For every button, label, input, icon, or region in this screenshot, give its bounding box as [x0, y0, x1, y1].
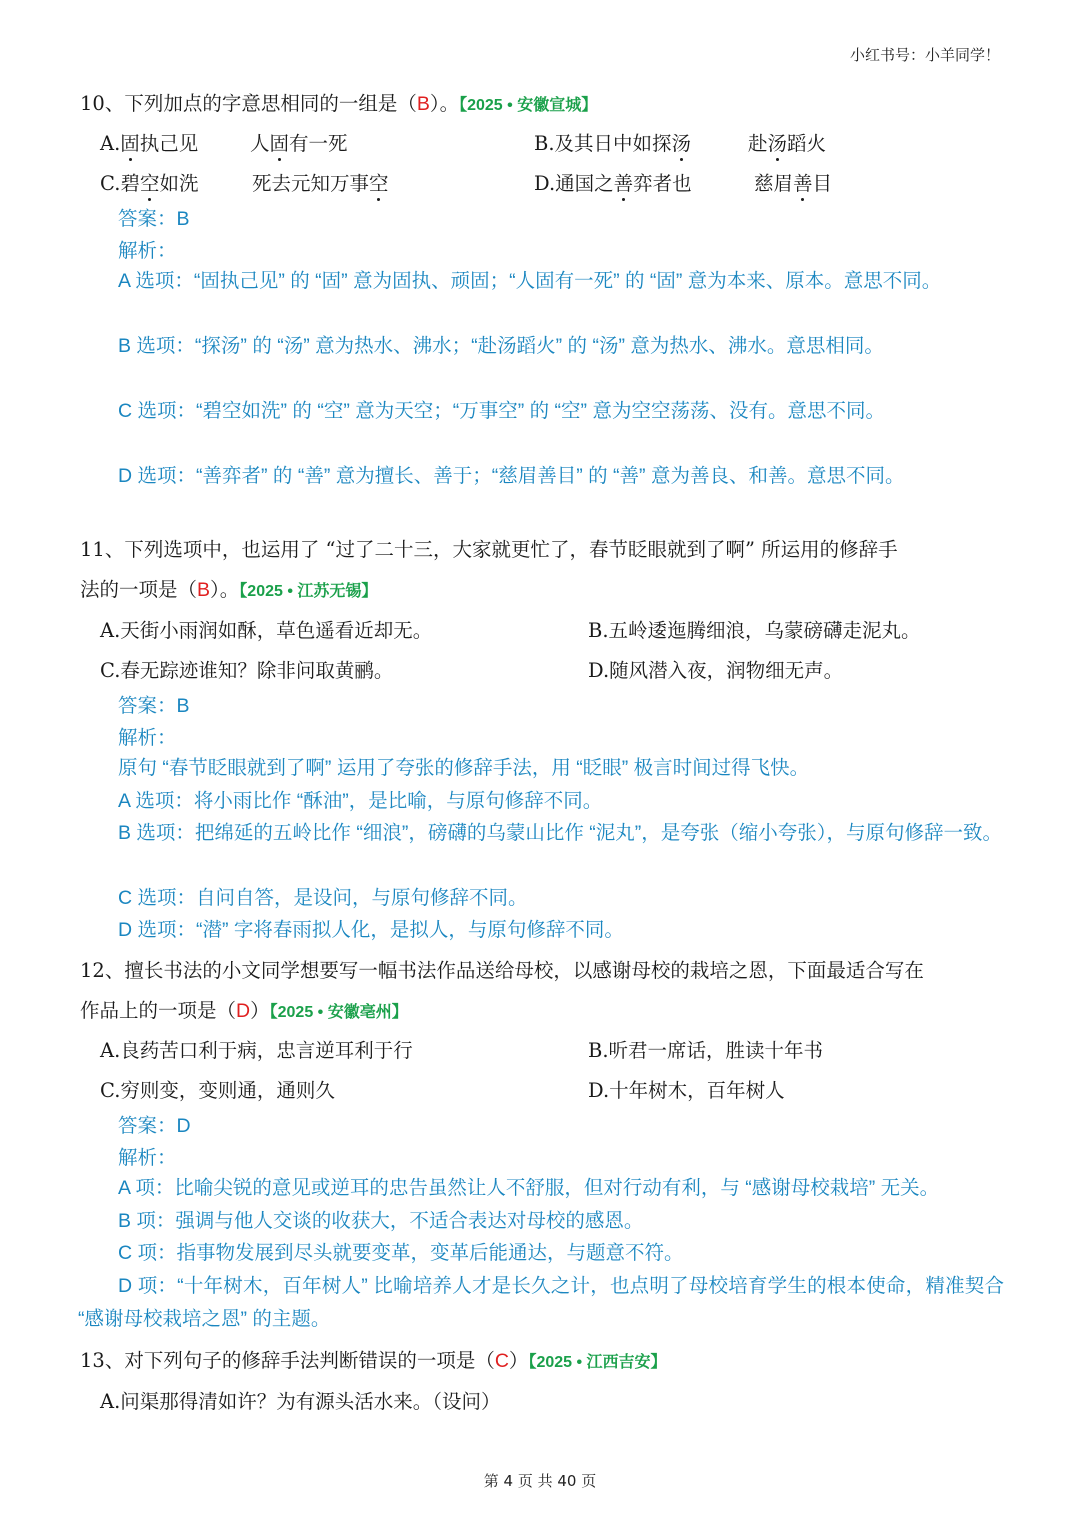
q11-option-b: B.五岭逶迤腾细浪，乌蒙磅礴走泥丸。 — [588, 619, 921, 642]
question-11-tag: 【2025 • 江苏无锡】 — [239, 583, 378, 600]
question-13-answer: C — [494, 1350, 509, 1372]
question-11-text: 法的一项是（ — [80, 578, 198, 601]
q10-analysis-label: 解析： — [118, 240, 177, 262]
question-10-tag: 【2025 • 安徽宣城】 — [459, 97, 598, 114]
q10-option-a-pair: 人固有一死 — [250, 132, 348, 155]
question-10-text: 10、下列加点的字意思相同的一组是（ — [80, 92, 417, 115]
q12-explanation-d: D 项：“十年树木，百年树人” 比喻培养人才是长久之计，也点明了母校培育学生的根本使命，精准契合 “感谢母校栽培之恩” 的主题。 — [78, 1275, 1004, 1330]
question-11-suffix: ）。 — [210, 578, 240, 601]
question-12-answer: D — [236, 1000, 251, 1022]
question-13-suffix: ） — [508, 1349, 529, 1372]
q11-explanation-b: B 选项：把绵延的五岭比作 “细浪”，磅礴的乌蒙山比作 “泥丸”，是夸张（缩小夸张），与原句修辞一致。 — [118, 822, 1002, 844]
q12-option-a: A.良药苦口利于病，忠言逆耳利于行 — [100, 1039, 413, 1062]
question-13-text: 13、对下列句子的修辞手法判断错误的一项是（ — [80, 1349, 495, 1372]
q12-explanation-a: A 项：比喻尖锐的意见或逆耳的忠告虽然让人不舒服，但对行动有利，与 “感谢母校栽培” 无关。 — [118, 1177, 940, 1199]
question-12-tag: 【2025 • 安徽亳州】 — [269, 1004, 408, 1021]
q10-answer-label: 答案：B — [118, 208, 190, 230]
q12-explanation-b: B 项：强调与他人交谈的收获大，不适合表达对母校的感恩。 — [118, 1210, 644, 1232]
question-12-suffix: ） — [250, 999, 270, 1022]
q11-option-c: C.春无踪迹谁知？除非问取黄鹂。 — [100, 659, 394, 682]
question-13-tag: 【2025 • 江西吉安】 — [528, 1354, 667, 1371]
q10-option-c: C.碧空如洗 — [100, 172, 199, 195]
q13-option-a: A.问渠那得清如许？为有源头活水来。（设问） — [100, 1390, 501, 1413]
dotted-char: 善 — [613, 172, 634, 195]
q12-analysis-label: 解析： — [118, 1147, 177, 1169]
question-10-suffix: ）。 — [429, 92, 460, 115]
q12-explanation-c: C 项：指事物发展到尽头就要变革，变革后能通达，与题意不符。 — [118, 1242, 684, 1264]
q12-option-b: B.听君一席话，胜读十年书 — [588, 1039, 824, 1062]
q12-answer-label: 答案：D — [118, 1115, 191, 1137]
dotted-char: 固 — [120, 132, 140, 155]
question-10-stem — [80, 88, 597, 116]
watermark: 小红书号：小羊同学！ — [849, 46, 1000, 64]
question-12-stem-line2 — [80, 995, 408, 1023]
q10-explanation-c: C 选项：“碧空如洗” 的 “空” 意为天空；“万事空” 的 “空” 意为空空荡荡、没有。意思不同。 — [118, 400, 885, 422]
q11-explanation-a: A 选项：将小雨比作 “酥油”，是比喻，与原句修辞不同。 — [118, 790, 603, 812]
q11-explanation-c: C 选项：自问自答，是设问，与原句修辞不同。 — [118, 887, 528, 909]
dotted-char: 空 — [369, 172, 389, 195]
q10-option-d: D.通国之善弈者也 — [534, 172, 692, 195]
question-11-stem-line2 — [80, 574, 377, 602]
q12-option-d: D.十年树木，百年树人 — [588, 1079, 785, 1102]
q10-option-c-pair: 死去元知万事空 — [252, 172, 389, 195]
page-footer: 第 4 页 共 40 页 — [483, 1472, 597, 1490]
q10-explanation-b: B 选项：“探汤” 的 “汤” 意为热水、沸水；“赴汤蹈火” 的 “汤” 意为热水、沸水。意思相同。 — [118, 335, 884, 357]
q11-option-a: A.天街小雨润如酥，草色遥看近却无。 — [100, 619, 433, 642]
q12-option-c: C.穷则变，变则通，通则久 — [100, 1079, 335, 1102]
question-11-stem-line1: 11、下列选项中，也运用了 “过了二十三，大家就更忙了，春节眨眼就到了啊” 所运用的修辞手 — [80, 538, 898, 561]
q11-option-d: D.随风潜入夜，润物细无声。 — [588, 659, 844, 682]
question-10-answer: B — [416, 93, 430, 115]
q10-option-a: A.固执己见 — [100, 132, 199, 155]
q10-option-d-pair: 慈眉善目 — [754, 172, 833, 195]
q10-option-b: B.及其日中如探汤 — [534, 132, 692, 155]
dotted-char: 汤 — [767, 132, 788, 155]
q10-option-b-pair: 赴汤蹈火 — [748, 132, 827, 155]
dotted-char: 善 — [793, 172, 813, 195]
q10-explanation-d: D 选项：“善弈者” 的 “善” 意为擅长、善于；“慈眉善目” 的 “善” 意为善良、和善。意思不同。 — [118, 465, 905, 487]
q11-analysis-label: 解析： — [118, 727, 177, 749]
q11-answer-label: 答案：B — [118, 695, 190, 717]
question-13-stem — [80, 1345, 667, 1373]
dotted-char: 空 — [139, 172, 160, 195]
q11-explanation-d: D 选项：“潜” 字将春雨拟人化，是拟人，与原句修辞不同。 — [118, 919, 624, 941]
q11-explanation-0: 原句 “春节眨眼就到了啊” 运用了夸张的修辞手法，用 “眨眼” 极言时间过得飞快。 — [118, 757, 810, 779]
question-12-stem-line1: 12、擅长书法的小文同学想要写一幅书法作品送给母校，以感谢母校的栽培之恩，下面最适合写在 — [80, 959, 924, 982]
dotted-char: 固 — [269, 132, 290, 155]
question-12-text: 作品上的一项是（ — [80, 999, 237, 1022]
question-11-answer: B — [197, 579, 211, 601]
dotted-char: 汤 — [671, 132, 692, 155]
q10-explanation-a: A 选项：“固执己见” 的 “固” 意为固执、顽固；“人固有一死” 的 “固” 意为本来、原本。意思不同。 — [118, 270, 942, 292]
